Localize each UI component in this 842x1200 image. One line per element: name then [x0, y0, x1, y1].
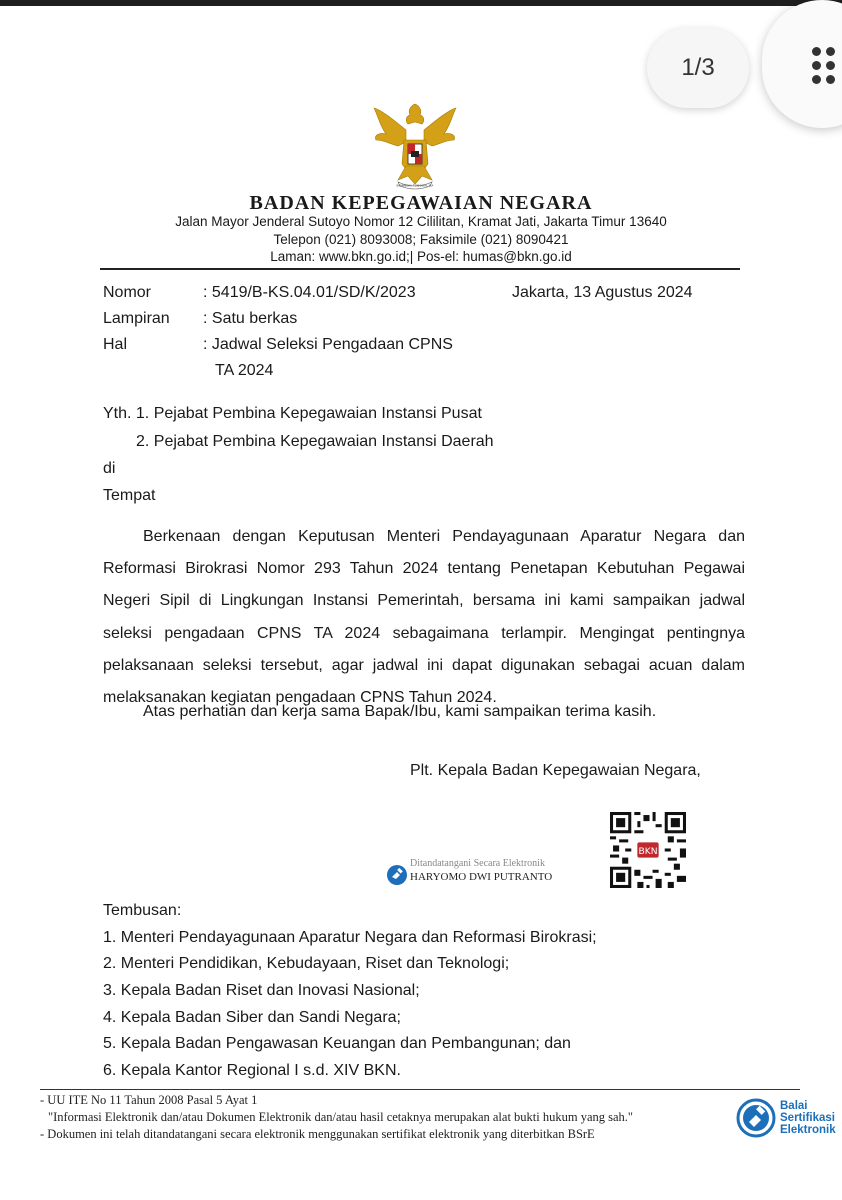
recipient-line-1: Yth. 1. Pejabat Pembina Kepegawaian Instansi Pusat — [103, 405, 482, 422]
signatory-name: HARYOMO DWI PUTRANTO — [410, 871, 553, 883]
cc-heading: Tembusan: — [103, 902, 182, 919]
body-line: Berkenaan dengan Keputusan Menteri Pendayagunaan Aparatur Negara dan — [143, 528, 745, 545]
signed-electronically-note: Ditandatangani Secara Elektronik — [410, 858, 545, 869]
footer-divider — [40, 1089, 800, 1090]
agency-phone: Telepon (021) 8093008; Faksimile (021) 8090421 — [273, 232, 569, 247]
bsre-mini-icon — [386, 864, 408, 886]
recipient-di: di — [103, 460, 116, 477]
recipient-line-2: 2. Pejabat Pembina Kepegawaian Instansi Daerah — [136, 433, 494, 450]
body-paragraph-1 — [103, 521, 745, 714]
qr-code-icon — [610, 812, 686, 888]
letter-meta — [0, 280, 842, 390]
body-line: pelaksanaan seleksi tersebut, agar jadwal ini dapat digunakan sebagai acuan dalam — [103, 656, 745, 674]
body-line: Reformasi Birokrasi Nomor 293 Tahun 2024 tentang Penetapan Kebutuhan Pegawai — [103, 560, 745, 578]
page-indicator — [647, 28, 749, 108]
nomor-label: Nomor — [103, 284, 152, 301]
svg-text:BHINNEKA TUNGGAL IKA: BHINNEKA TUNGGAL IKA — [396, 183, 434, 188]
body-line: melaksanakan kegiatan pengadaan CPNS Tahun 2024. — [103, 689, 497, 707]
body-line: seleksi pengadaan CPNS TA 2024 sebagaimana terlampir. Mengingat pentingnya — [103, 624, 745, 642]
lampiran-value: : Satu berkas — [203, 310, 298, 327]
lampiran-label: Lampiran — [103, 310, 170, 327]
footer-law-ref: - UU ITE No 11 Tahun 2008 Pasal 5 Ayat 1 — [40, 1093, 258, 1107]
letterhead-divider — [100, 268, 740, 270]
footer-signature-note: - Dokumen ini telah ditandatangani secara elektronik menggunakan sertifikat elektronik yang diterbitkan BSrE — [40, 1127, 595, 1141]
bsre-word: Sertifikasi — [780, 1112, 835, 1124]
hal-value-1: : Jadwal Seleksi Pengadaan CPNS — [203, 336, 453, 353]
cc-item: 2. Menteri Pendidikan, Kebudayaan, Riset dan Teknologi; — [103, 955, 510, 972]
bsre-wordmark — [780, 1100, 836, 1136]
svg-text:BKN: BKN — [638, 846, 658, 857]
agency-address: Jalan Mayor Jenderal Sutoyo Nomor 12 Cililitan, Kramat Jati, Jakarta Timur 13640 — [175, 214, 667, 229]
cc-item: 5. Kepala Badan Pengawasan Keuangan dan Pembangunan; dan — [103, 1035, 571, 1052]
agency-web: Laman: www.bkn.go.id;| Pos-el: humas@bkn.go.id — [270, 249, 572, 264]
bsre-word: Elektronik — [780, 1124, 836, 1136]
page-indicator-text: 1/3 — [681, 54, 715, 81]
top-edge — [0, 0, 842, 6]
agency-name: BADAN KEPEGAWAIAN NEGARA — [249, 192, 593, 214]
cc-item: 4. Kepala Badan Siber dan Sandi Negara; — [103, 1009, 401, 1026]
hal-value-2: TA 2024 — [215, 362, 274, 379]
grid-view-button[interactable] — [762, 0, 842, 128]
garuda-emblem-icon — [368, 100, 462, 192]
nomor-value: : 5419/B-KS.04.01/SD/K/2023 — [203, 284, 416, 301]
cc-item: 1. Menteri Pendayagunaan Aparatur Negara dan Reformasi Birokrasi; — [103, 929, 597, 946]
cc-item: 6. Kepala Kantor Regional I s.d. XIV BKN. — [103, 1062, 401, 1079]
grid-dots-icon — [812, 47, 838, 85]
signatory-title: Plt. Kepala Badan Kepegawaian Negara, — [410, 762, 701, 779]
recipient-tempat: Tempat — [103, 487, 156, 504]
bsre-word: Balai — [780, 1100, 808, 1112]
hal-label: Hal — [103, 336, 128, 353]
body-line: Negeri Sipil di Lingkungan Instansi Pemerintah, bersama ini kami sampaikan jadwal — [103, 592, 745, 610]
letter-date: Jakarta, 13 Agustus 2024 — [512, 284, 693, 301]
bsre-logo-icon — [736, 1098, 776, 1138]
body-paragraph-2: Atas perhatian dan kerja sama Bapak/Ibu, kami sampaikan terima kasih. — [143, 703, 657, 720]
cc-item: 3. Kepala Badan Riset dan Inovasi Nasional; — [103, 982, 420, 999]
footer-law-quote: "Informasi Elektronik dan/atau Dokumen Elektronik dan/atau hasil cetaknya merupakan alat bukti hukum yang sah." — [48, 1110, 634, 1124]
